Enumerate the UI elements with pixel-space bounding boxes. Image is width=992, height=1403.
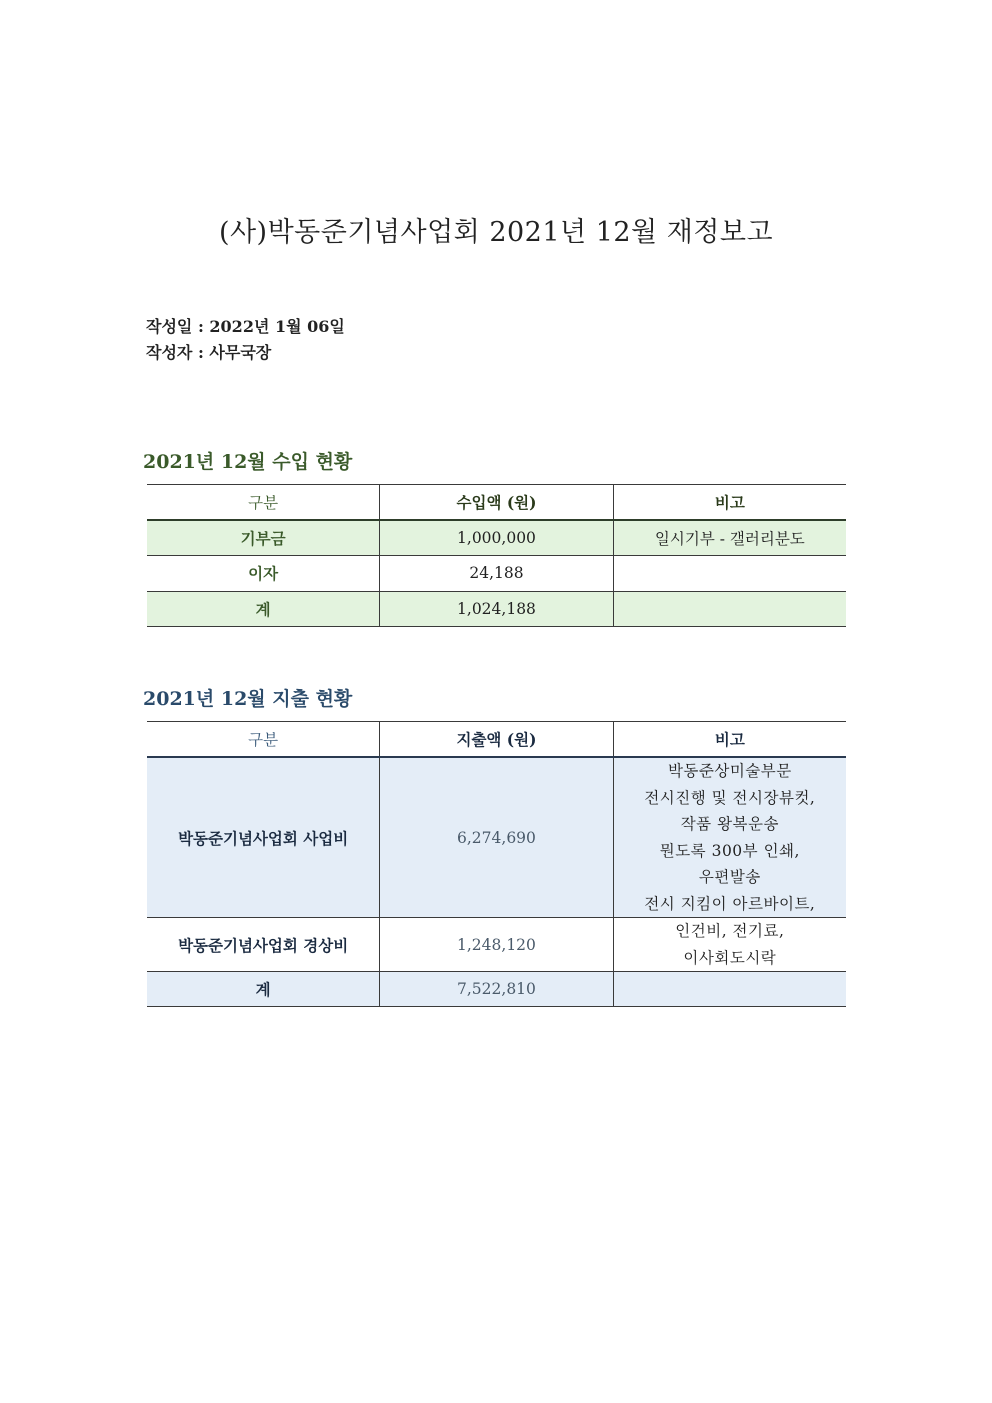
expense-note-line: 인건비, 전기료, (675, 922, 785, 940)
income-category: 기부금 (147, 520, 380, 555)
expense-note-line: 작품 왕복운송 (680, 815, 779, 833)
income-row-interest (147, 555, 846, 591)
income-amount: 24,188 (380, 555, 613, 591)
income-header-row (147, 485, 846, 521)
expense-header-note: 비고 (613, 722, 846, 758)
expense-header-row (147, 722, 846, 758)
income-header-category: 구분 (147, 485, 380, 521)
author-line: 작성자 : 사무국장 (146, 343, 272, 362)
income-category: 계 (147, 591, 380, 626)
expense-category: 계 (147, 972, 380, 1007)
expense-note (613, 972, 846, 1007)
income-amount: 1,000,000 (380, 520, 613, 555)
expense-row-project (147, 757, 846, 918)
expense-table (147, 721, 846, 1007)
expense-note-line: 우편발송 (698, 868, 761, 886)
expense-amount: 6,274,690 (380, 757, 613, 918)
document-title: (사)박동준기념사업회 2021년 12월 재정보고 (218, 217, 774, 248)
expense-amount: 7,522,810 (380, 972, 613, 1007)
expense-header-amount: 지출액 (원) (380, 722, 613, 758)
expense-note-line: 박동준상미술부문 (667, 762, 792, 780)
expense-note-line: 뭔도록 300부 인쇄, (659, 841, 800, 860)
expense-category: 박동준기념사업회 경상비 (147, 918, 380, 972)
expense-header-category: 구분 (147, 722, 380, 758)
expense-section-title: 2021년 12월 지출 현황 (143, 688, 353, 710)
expense-amount: 1,248,120 (380, 918, 613, 972)
income-note (613, 591, 846, 626)
expense-note-line: 전시진행 및 전시장뷰컷, (644, 788, 816, 807)
expense-note-line: 이사회도시락 (683, 948, 777, 967)
expense-note (613, 757, 846, 918)
income-header-amount: 수입액 (원) (380, 485, 613, 521)
income-category: 이자 (147, 555, 380, 591)
expense-category: 박동준기념사업회 사업비 (147, 757, 380, 918)
expense-row-total (147, 972, 846, 1007)
income-section-title: 2021년 12월 수입 현황 (143, 451, 353, 473)
income-table (147, 484, 846, 627)
expense-note (613, 918, 846, 972)
income-amount: 1,024,188 (380, 591, 613, 626)
date-line: 작성일 : 2022년 1월 06일 (146, 317, 345, 336)
expense-row-operating (147, 918, 846, 972)
income-note (613, 555, 846, 591)
expense-note-line: 전시 지킴이 아르바이트, (644, 894, 816, 913)
income-row-donation (147, 520, 846, 555)
income-note: 일시기부 - 갤러리분도 (613, 520, 846, 555)
income-row-total (147, 591, 846, 626)
income-header-note: 비고 (613, 485, 846, 521)
